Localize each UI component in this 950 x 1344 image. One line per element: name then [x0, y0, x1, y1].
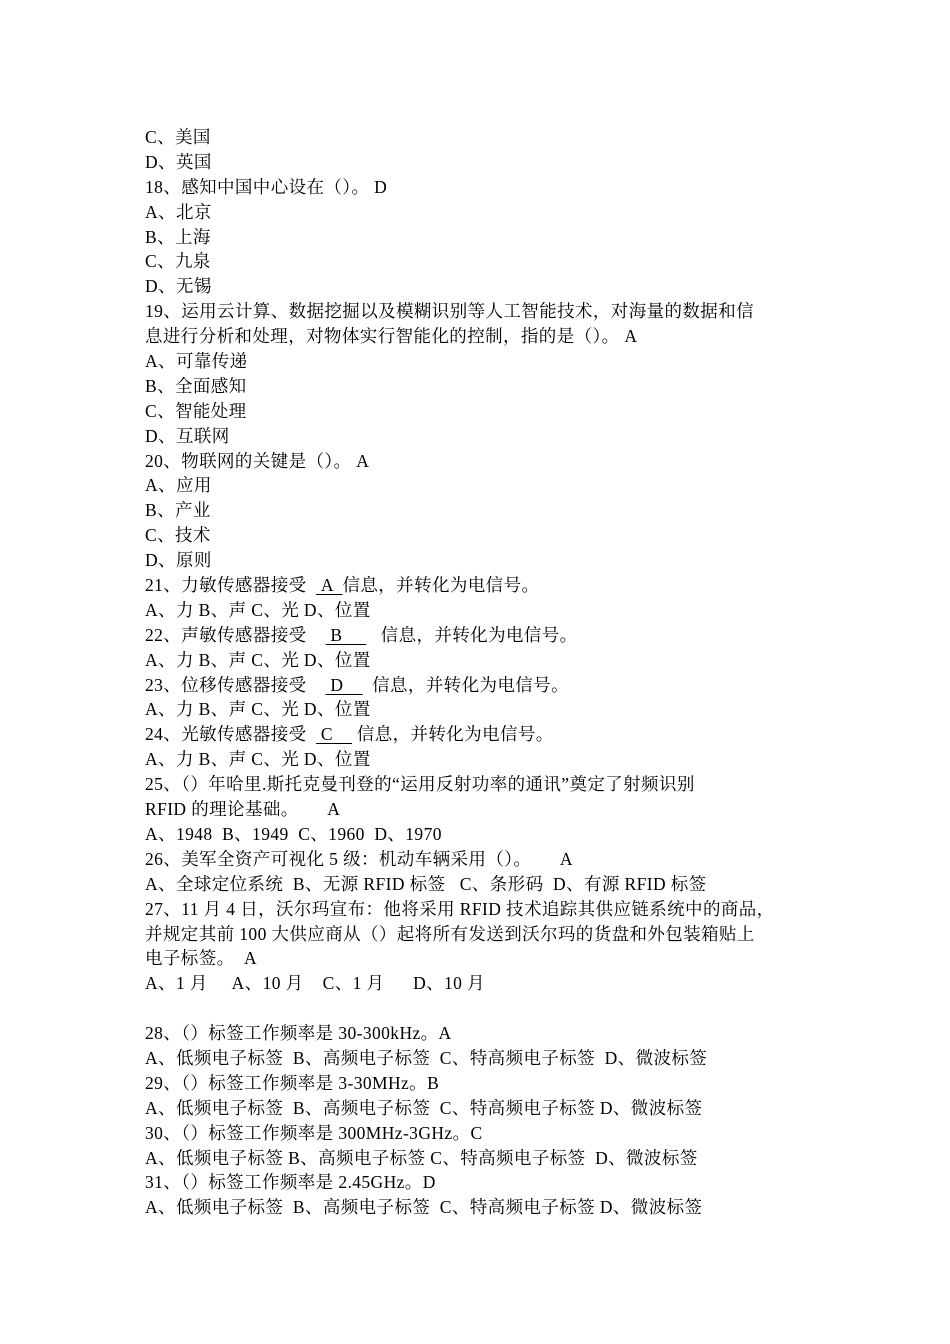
text-line: C、智能处理 [145, 400, 247, 421]
question-27-cont: 电子标签。 A [145, 948, 258, 969]
question-31: 31、（）标签工作频率是 2.45GHz。D [145, 1172, 436, 1193]
question-21 [145, 573, 825, 598]
question-27: 27、11 月 4 日，沃尔玛宣布：他将采用 RFID 技术追踪其供应链系统中的商品， [145, 898, 775, 919]
text-line: A、北京 [145, 201, 212, 222]
question-25: 25、（）年哈里.斯托克曼刊登的“运用反射功率的通讯”奠定了射频识别 [145, 774, 695, 795]
question-28: 28、（）标签工作频率是 30-300kHz。A [145, 1023, 452, 1044]
question-text: 23、位移传感器接受 [145, 674, 326, 695]
question-text: 24、光敏传感器接受 [145, 724, 317, 745]
answer-blank: C [316, 724, 353, 745]
options-23: A、力 B、声 C、光 D、位置 [145, 699, 371, 720]
options-29: A、低频电子标签 B、高频电子标签 C、特高频电子标签 D、微波标签 [145, 1097, 703, 1118]
question-19: 19、运用云计算、数据挖掘以及模糊识别等人工智能技术，对海量的数据和信 [145, 301, 754, 322]
options-27: A、1 月 A、10 月 C、1 月 D、10 月 [145, 973, 486, 994]
answer-blank: B [325, 624, 367, 645]
document-body [145, 125, 825, 1220]
options-30: A、低频电子标签 B、高频电子标签 C、特高频电子标签 D、微波标签 [145, 1147, 698, 1168]
text-line: C、技术 [145, 525, 211, 546]
text-line: B、全面感知 [145, 375, 247, 396]
question-24 [145, 722, 825, 747]
question-30: 30、（）标签工作频率是 300MHz-3GHz。C [145, 1122, 483, 1143]
options-25: A、1948 B、1949 C、1960 D、1970 [145, 823, 442, 844]
text-line: A、应用 [145, 475, 212, 496]
text-line: D、互联网 [145, 425, 230, 446]
question-text: 21、力敏传感器接受 [145, 575, 317, 596]
answer-blank: D [325, 674, 363, 695]
question-text: 信息，并转化为电信号。 [362, 674, 569, 695]
options-24: A、力 B、声 C、光 D、位置 [145, 749, 371, 770]
text-line: D、英国 [145, 151, 212, 172]
text-line: D、无锡 [145, 276, 212, 297]
options-21: A、力 B、声 C、光 D、位置 [145, 599, 371, 620]
question-22 [145, 623, 825, 648]
options-26: A、全球定位系统 B、无源 RFID 标签 C、条形码 D、有源 RFID 标签 [145, 873, 707, 894]
question-25-cont: RFID 的理论基础。 A [145, 799, 341, 820]
question-27-cont: 并规定其前 100 大供应商从（）起将所有发送到沃尔玛的货盘和外包装箱贴上 [145, 923, 755, 944]
text-line: C、美国 [145, 127, 211, 147]
question-20: 20、物联网的关键是（）。 A [145, 450, 370, 471]
question-26: 26、美军全资产可视化 5 级：机动车辆采用（）。 A [145, 848, 573, 869]
text-line: C、九泉 [145, 251, 211, 272]
options-22: A、力 B、声 C、光 D、位置 [145, 649, 371, 670]
text-line: B、产业 [145, 500, 211, 521]
answer-blank: A [316, 575, 343, 596]
question-text: 信息，并转化为电信号。 [342, 575, 540, 596]
text-line: B、上海 [145, 226, 211, 247]
text-line: A、可靠传递 [145, 351, 248, 372]
text-line: D、原则 [145, 550, 212, 571]
options-31: A、低频电子标签 B、高频电子标签 C、特高频电子标签 D、微波标签 [145, 1197, 703, 1218]
question-23 [145, 673, 825, 698]
question-29: 29、（）标签工作频率是 3-30MHz。B [145, 1072, 440, 1093]
question-text: 22、声敏传感器接受 [145, 624, 326, 645]
question-19-cont: 息进行分析和处理，对物体实行智能化的控制，指的是（）。 A [145, 326, 638, 347]
question-text: 信息，并转化为电信号。 [352, 724, 554, 745]
question-18: 18、感知中国中心设在（）。 D [145, 176, 388, 197]
question-text: 信息，并转化为电信号。 [366, 624, 578, 645]
options-28: A、低频电子标签 B、高频电子标签 C、特高频电子标签 D、微波标签 [145, 1047, 708, 1068]
blank-line [145, 996, 825, 1021]
